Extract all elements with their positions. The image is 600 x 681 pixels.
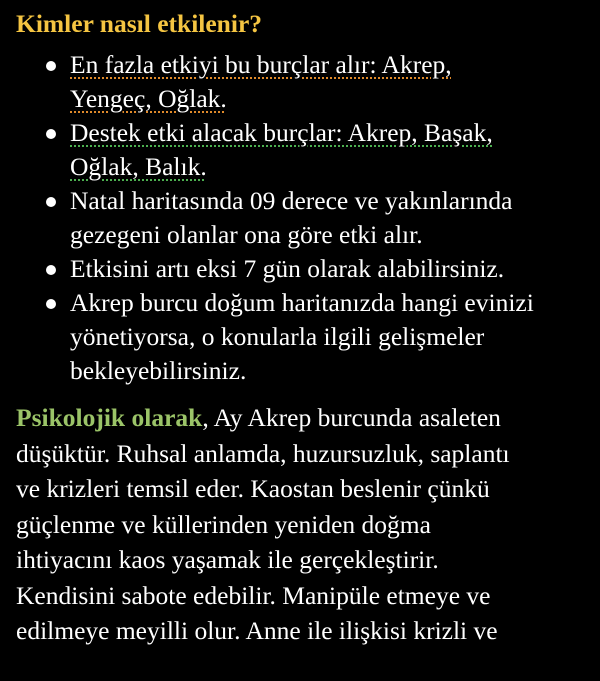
bullet-item: [46, 48, 590, 116]
bullet-icon: [46, 197, 56, 207]
body-paragraph: [16, 400, 596, 649]
bullet-text-line: bekleyebilirsiniz.: [70, 356, 247, 385]
bullet-item: [46, 184, 590, 252]
paragraph-line: , Ay Akrep burcunda asaleten: [202, 403, 501, 432]
bullet-icon: [46, 265, 56, 275]
paragraph-line: Kendisini sabote edebilir. Manipüle etmeye ve: [16, 580, 491, 610]
paragraph-line: ve krizleri temsil eder. Kaostan beslenir çünkü: [16, 474, 490, 503]
paragraph-line: güçlenme ve küllerinden yeniden doğma: [16, 509, 431, 539]
bullet-text-line: Oğlak, Balık.: [70, 152, 207, 181]
bullet-text-line: Yengeç, Oğlak.: [70, 84, 227, 113]
bullet-icon: [46, 61, 56, 71]
highlight-phrase: Psikolojik olarak: [16, 403, 203, 432]
bullet-icon: [46, 299, 56, 309]
bullet-text-line: yönetiyorsa, o konularla ilgili gelişmeler: [70, 322, 485, 351]
bullet-text-line: gezegeni olanlar ona göre etki alır.: [70, 220, 423, 249]
section-heading: Kimler nasıl etkilenir?: [16, 9, 263, 38]
bullet-list: [14, 48, 590, 388]
bullet-item: [46, 252, 590, 286]
bullet-text-line: Akrep burcu doğum haritanızda hangi evinizi: [70, 288, 534, 317]
bullet-text-line: En fazla etkiyi bu burçlar alır: Akrep,: [70, 50, 452, 79]
bullet-text-line: Natal haritasında 09 derece ve yakınlarında: [70, 186, 513, 215]
bullet-text-line: Etkisini artı eksi 7 gün olarak alabilirsiniz.: [70, 254, 505, 283]
bullet-item: [46, 116, 590, 184]
bullet-text-line: Destek etki alacak burçlar: Akrep, Başak,: [70, 118, 493, 147]
paragraph-line: düşüktür. Ruhsal anlamda, huzursuzluk, saplantı: [16, 438, 510, 468]
paragraph-line: ihtiyacını kaos yaşamak ile gerçekleştirir.: [16, 545, 439, 574]
paragraph-line: edilmeye meyilli olur. Anne ile ilişkisi krizli ve: [16, 616, 498, 645]
bullet-icon: [46, 129, 56, 139]
bullet-item: [46, 286, 590, 388]
